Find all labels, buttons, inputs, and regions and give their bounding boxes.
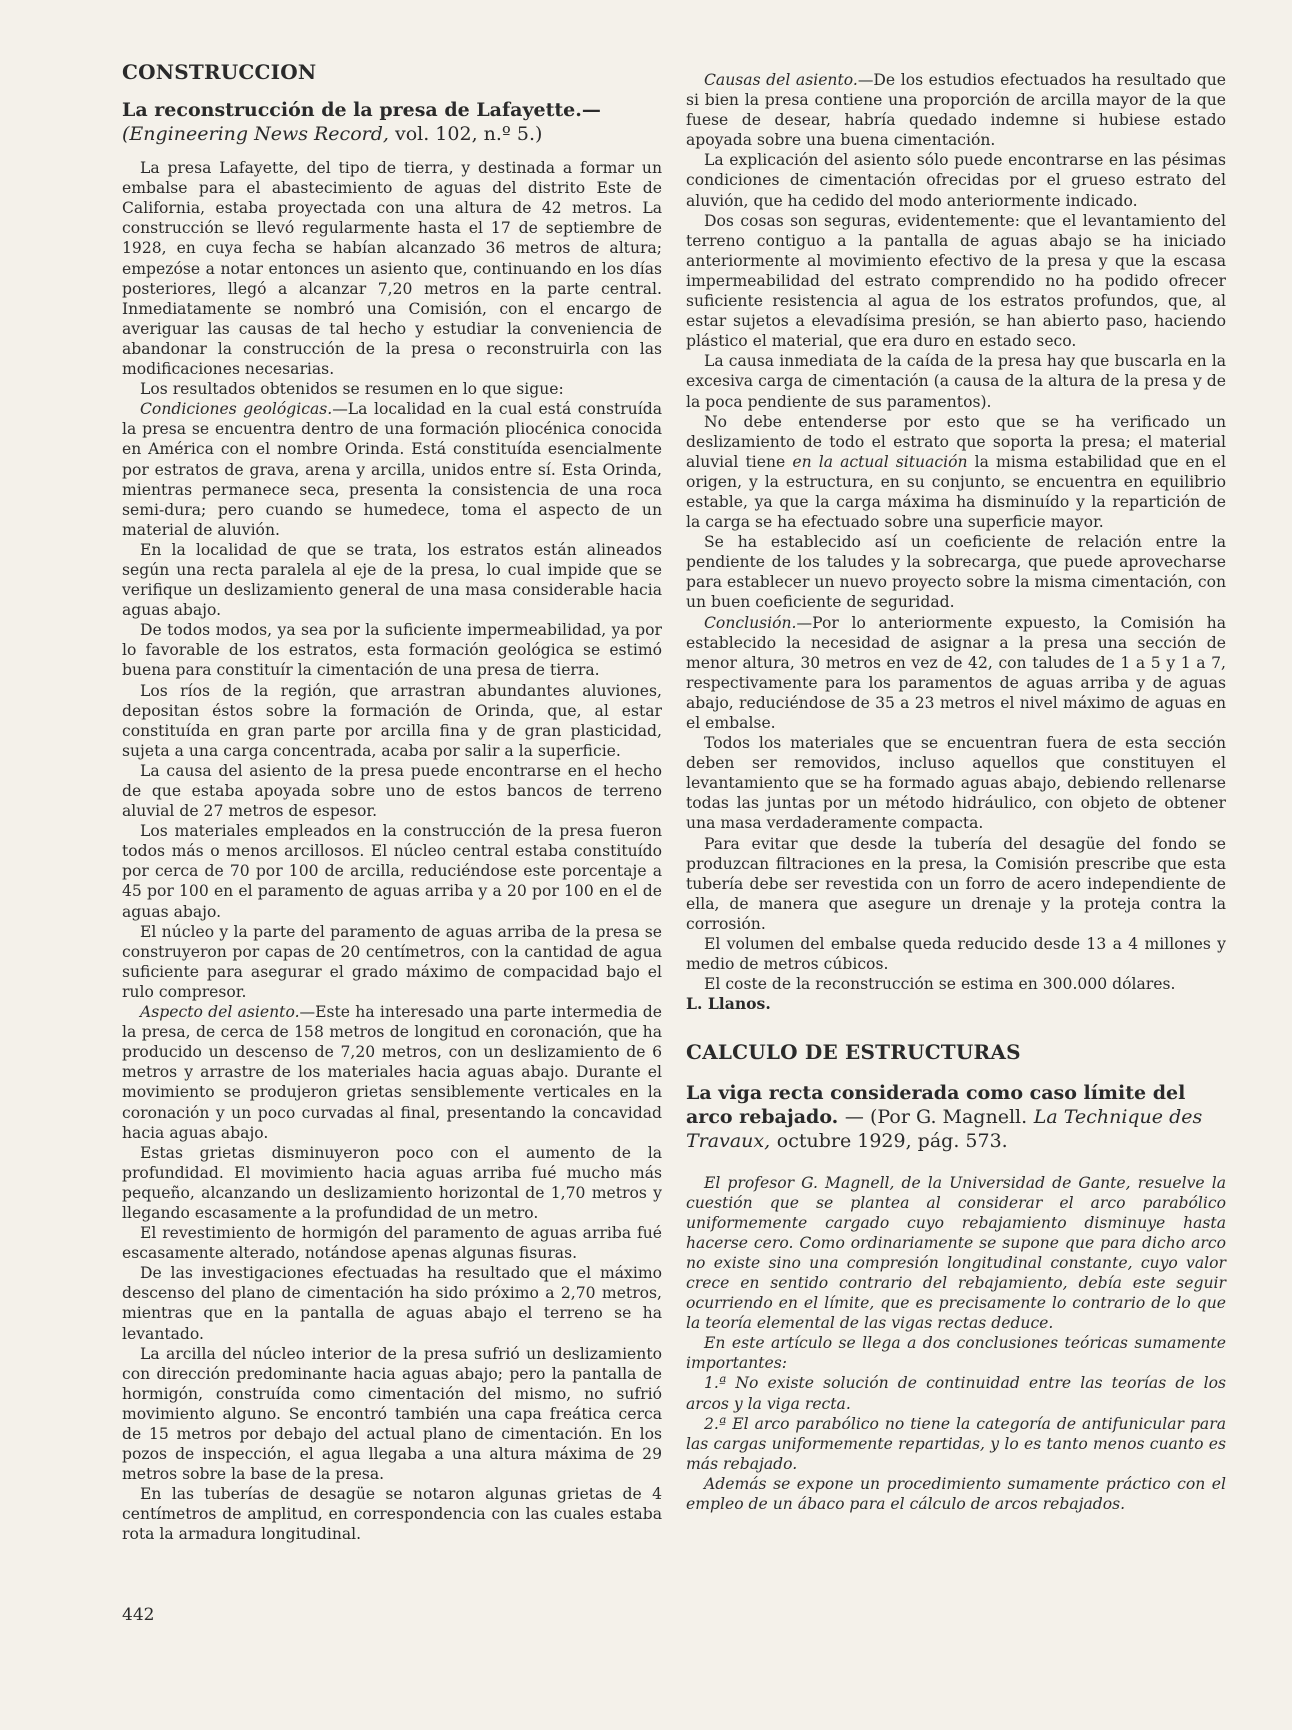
author-signature: L. Llanos. <box>686 994 771 1014</box>
paragraph-geologia <box>122 399 662 540</box>
paragraph: La causa del asiento de la presa puede encontrarse en el hecho de que estaba apoyada sobre uno de estos bancos de terreno aluvial de 27 metros de espesor. <box>122 761 662 821</box>
left-column <box>122 62 662 1545</box>
section-heading-calculo: CALCULO DE ESTRUCTURAS <box>686 1040 1021 1065</box>
paragraph: Se ha establecido así un coeficiente de relación entre la pendiente de los taludes y la sobrecarga, que puede aprovecharse para establecer un nuevo proyecto sobre la misma cimentación, con un buen coeficiente de seguridad. <box>686 533 1226 612</box>
article-title: La reconstrucción de la presa de Lafayette.— <box>122 99 601 122</box>
paragraph <box>686 412 1226 533</box>
paragraph: El coste de la reconstrucción se estima en 300.000 dólares. <box>704 975 1176 994</box>
paragraph-text: —De los estudios efectuados ha resultado que si bien la presa contiene una proporción de arcilla mayor de la que fuese de desear, habría quedado indemne si hubiese estado apoyada sobre una buena cimentación. <box>686 71 1226 150</box>
title-date: octubre 1929, pág. 573. <box>776 1129 1008 1152</box>
subheading: Causas del asiento. <box>704 71 858 89</box>
right-column <box>686 70 1226 1514</box>
subheading: Conclusión. <box>704 613 797 632</box>
paragraph: En la localidad de que se trata, los estratos están alineados según una recta paralela al eje de la presa, lo cual impide que se verifique un deslizamiento general de una masa considerable hacia aguas abajo. <box>122 540 662 620</box>
abstract-paragraph: 1.ª No existe solución de continuidad entre las teorías de los arcos y la viga recta. <box>686 1374 1226 1413</box>
paragraph: El volumen del embalse queda reducido desde 13 a 4 millones y medio de metros cúbicos. <box>686 935 1226 974</box>
paragraph-text: No debe entenderse por esto que se ha verificado un deslizamiento de todo el estrato que soporta la presa; el material aluvial tiene <box>686 412 1226 471</box>
paragraph-text: la misma estabilidad que en el origen, y la estructura, en su conjunto, se encuentra en equilibrio estable, ya que la carga máxima ha disminuído y la repartición de la carga se ha efectuado sobre una superficie mayor. <box>686 452 1226 532</box>
reference-volume: vol. 102, n.º 5.) <box>394 123 543 146</box>
paragraph: Todos los materiales que se encuentran fuera de esta sección deben ser removidos, incluso aquellos que constituyen el levantamiento que se ha formado aguas abajo, debiendo rellenarse todas las juntas por un método hidráulico, con objeto de obtener una masa verdaderamente compacta. <box>686 734 1226 833</box>
article-reference <box>122 122 662 146</box>
paragraph: Los ríos de la región, que arrastran abundantes aluviones, depositan éstos sobre la formación de Orinda, que, al estar constituída en gran parte por arcilla fina y de gran plasticidad, sujeta a una carga concentrada, acaba por salir a la superficie. <box>122 681 662 760</box>
subheading: Aspecto del asiento. <box>140 1003 300 1022</box>
subheading: Condiciones geológicas. <box>140 400 333 419</box>
section-heading-construccion: CONSTRUCCION <box>122 60 317 84</box>
paragraph: El núcleo y la parte del paramento de aguas arriba de la presa se construyeron por capas de 20 centímetros, con la cantidad de agua suficiente para asegurar el grado máximo de compacidad bajo el rulo compresor. <box>122 922 662 1001</box>
paragraph: La explicación del asiento sólo puede encontrarse en las pésimas condiciones de cimentación ofrecidas por el grueso estrato del aluvión, que ha cedido del modo anteriormente indicado. <box>686 151 1226 210</box>
title-text: La viga recta considerada como caso límite del arco rebajado. <box>686 1081 1186 1128</box>
paragraph-causas <box>686 70 1226 150</box>
paragraph: Dos cosas son seguras, evidentemente: que el levantamiento del terreno contiguo a la pantalla de aguas abajo se ha iniciado anteriormente al movimiento efectivo de la presa y que la escasa impermeabilidad del estrato comprendido no ha podido ofrecer suficiente resistencia al agua de los estratos profundos, que, al estar sujetos a elevadísima presión, se han abierto paso, haciendo plástico el material, que era duro en estado seco. <box>686 211 1226 351</box>
paragraph: La causa inmediata de la caída de la presa hay que buscarla en la excesiva carga de cimentación (a causa de la altura de la presa y de la poca pendiente de sus paramentos). <box>686 352 1226 411</box>
paragraph: El revestimiento de hormigón del paramento de aguas arriba fué escasamente alterado, notándose apenas algunas fisuras. <box>122 1224 662 1263</box>
title-source: La Technique des Travaux, <box>686 1105 1203 1152</box>
abstract <box>686 1173 1226 1515</box>
paragraph: De las investigaciones efectuadas ha resultado que el máximo descenso del plano de cimentación ha sido próximo a 2,70 metros, mientras que en la pantalla de aguas abajo el terreno se ha levantado. <box>122 1264 662 1343</box>
title-author: — (Por G. Magnell. <box>844 1105 1028 1128</box>
paragraph: En las tuberías de desagüe se notaron algunas grietas de 4 centímetros de amplitud, en correspondencia con las cuales estaba rota la armadura longitudinal. <box>122 1485 662 1544</box>
abstract-paragraph: Además se expone un procedimiento sumamente práctico con el empleo de un ábaco para el cálculo de arcos rebajados. <box>686 1474 1226 1513</box>
paragraph: Los resultados obtenidos se resumen en lo que sigue: <box>140 380 564 399</box>
paragraph: De todos modos, ya sea por la suficiente impermeabilidad, ya por lo favorable de los estratos, esta formación geológica se estimó buena para constituír la cimentación de una presa de tierra. <box>122 621 662 680</box>
abstract-paragraph: En este artículo se llega a dos conclusiones teóricas sumamente importantes: <box>686 1334 1226 1373</box>
paragraph: Los materiales empleados en la construcción de la presa fueron todos más o menos arcillosos. El núcleo central estaba constituído por cerca de 70 por 100 de arcilla, reduciéndose este porcentaje a 45 por 100 en el paramento de aguas arriba y a 20 por 100 en el de aguas abajo. <box>122 822 662 921</box>
paragraph: La presa Lafayette, del tipo de tierra, y destinada a formar un embalse para el abastecimiento de aguas del distrito Este de California, estaba proyectada con una altura de 42 metros. La construcción se llevó regularmente hasta el 17 de septiembre de 1928, en cuya fecha se habían alcanzado 36 metros de altura; empezóse a notar entonces un asiento que, continuando en los días posteriores, llegó a alcanzar 7,20 metros en la parte central. Inmediatamente se nombró una Comisión, con el encargo de averiguar las causas de tal hecho y estudiar la conveniencia de abandonar la construcción de la presa o reconstruirla con las modificaciones necesarias. <box>122 159 662 379</box>
paragraph: La arcilla del núcleo interior de la presa sufrió un deslizamiento con dirección predominante hacia aguas abajo; pero la pantalla de hormigón, construída como cimentación del mismo, no sufrió movimiento alguno. Se encontró también una capa freática cerca de 15 metros por debajo del actual plano de cimentación. En los pozos de inspección, el agua llegaba a una altura máxima de 29 metros sobre la base de la presa. <box>122 1344 662 1484</box>
paragraph-text: —La localidad en la cual está construída la presa se encuentra dentro de una formación pliocénica conocida en América con el nombre Orinda. Está constituída esencialmente por estratos de grava, arena y arcilla, unidos entre sí. Esta Orinda, mientras permanece seca, presenta la consistencia de una roca semi-dura; pero cuando se humedece, toma el aspecto de un material de aluvión. <box>122 400 662 539</box>
reference-source: (Engineering News Record, <box>122 123 389 146</box>
paragraph-aspecto <box>122 1002 662 1143</box>
abstract-paragraph: El profesor G. Magnell, de la Universidad de Gante, resuelve la cuestión que se plantea al considerar el arco parabólico uniformemente cargado cuyo rebajamiento disminuye hasta hacerse cero. Como ordinariamente se supone que para dicho arco no existe sino una compresión longitudinal constante, cuyo valor crece en sentido contrario del rebajamiento, debía este seguir ocurriendo en el límite, que es precisamente lo contrario de lo que la teoría elemental de las vigas rectas deduce. <box>686 1173 1226 1333</box>
paragraph: Para evitar que desde la tubería del desagüe del fondo se produzcan filtraciones en la presa, la Comisión prescribe que esta tubería debe ser revestida con un forro de acero independiente de ella, de manera que asegure un drenaje y la proteja contra la corrosión. <box>686 834 1226 933</box>
paragraph-text: —Este ha interesado una parte intermedia de la presa, de cerca de 158 metros de longitud en coronación, que ha producido un descenso de 7,20 metros, con un deslizamiento de 6 metros y arrastre de los materiales hacia aguas abajo. Durante el movimiento se produjeron grietas sensiblemente verticales en la coronación y un poco curvadas al final, presentando la concavidad hacia aguas abajo. <box>122 1003 663 1142</box>
article-title-2 <box>686 1081 1226 1153</box>
paragraph-conclusion <box>686 613 1226 734</box>
paragraph-text: —Por lo anteriormente expuesto, la Comisión ha establecido la necesidad de asignar a la presa una sección de menor altura, 30 metros en vez de 42, con taludes de 1 a 5 y 1 a 7, respectivamente para los paramentos de aguas arriba y de aguas abajo, reduciéndose de 35 a 23 metros el nivel máximo de aguas en el embalse. <box>686 613 1226 732</box>
paragraph: Estas grietas disminuyeron poco con el aumento de la profundidad. El movimiento hacia aguas arriba fué mucho más pequeño, alcanzando un deslizamiento horizontal de 1,70 metros y llegando escasamente a la profundidad de un metro. <box>122 1143 662 1222</box>
page-number: 442 <box>122 1605 155 1625</box>
abstract-paragraph: 2.ª El arco parabólico no tiene la categoría de antifunicular para las cargas uniformemente repartidas, y lo es tanto menos cuanto es más rebajado. <box>686 1414 1226 1473</box>
emphasis: en la actual situación <box>792 452 968 471</box>
